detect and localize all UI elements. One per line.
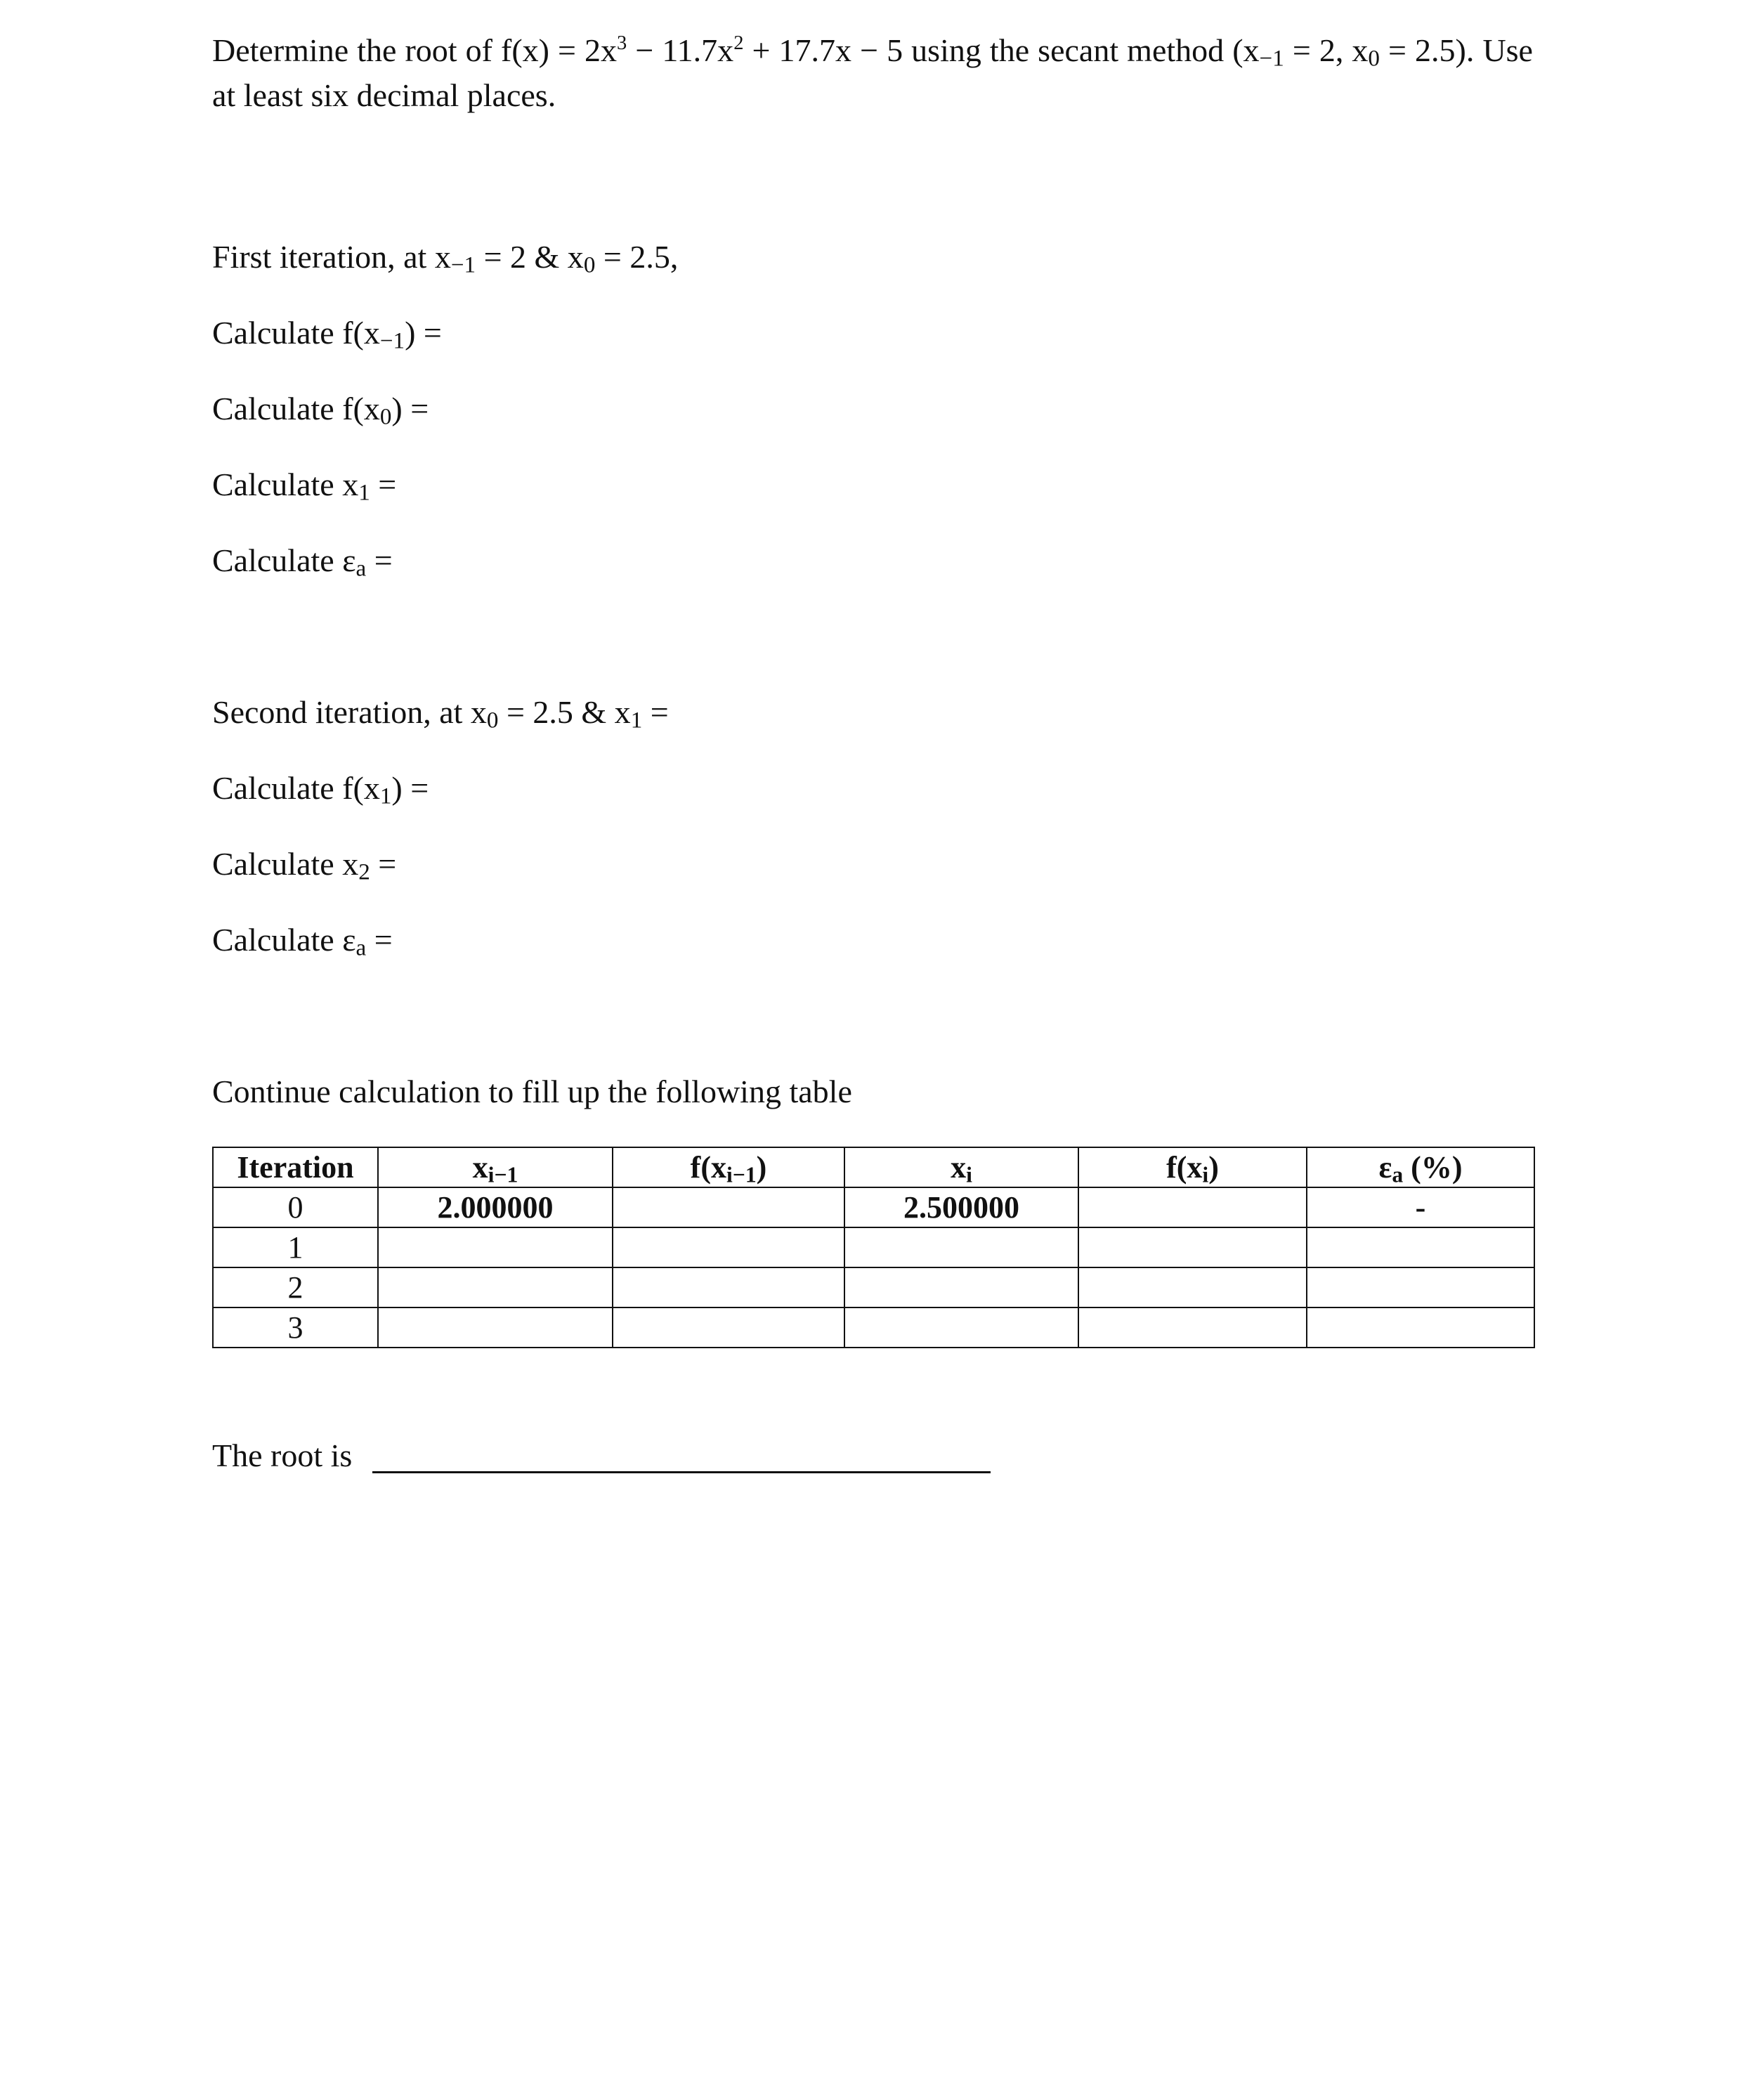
first-iteration-heading: First iteration, at $x_{-1} = 2$ & $x_0 = 2.5$, (212, 239, 679, 278)
cell-x-i[interactable] (844, 1307, 1078, 1348)
cell-x-i[interactable]: 2.500000 (844, 1187, 1078, 1227)
cell-f-x-i-minus1[interactable] (613, 1227, 844, 1267)
table-header-row (213, 1147, 1534, 1187)
cell-x-i-minus1[interactable]: 2.000000 (378, 1187, 613, 1227)
header-ea-percent: $\varepsilon_a$ (%) (1307, 1147, 1534, 1187)
header-f-x-i-minus1: $f(x_{i-1})$ (613, 1147, 844, 1187)
second-iteration-heading: Second iteration, at $x_0 = 2.5$ & $x_1$ = (212, 694, 669, 733)
cell-x-i-minus1[interactable] (378, 1267, 613, 1307)
calc-x1: Calculate $x_1$ = (212, 467, 397, 506)
table-row (213, 1267, 1534, 1307)
problem-statement: Determine the root of $f(x) = 2x^3 - 11.7x^2 + 17.7x - 5$ using the secant method ($x_{-1} = 2$, $x_0 = 2.5$). Use at least six decimal places. (212, 32, 1533, 113)
cell-ea[interactable]: - (1307, 1187, 1534, 1227)
cell-iteration: 0 (213, 1187, 378, 1227)
cell-x-i[interactable] (844, 1267, 1078, 1307)
calc-ea-second: Calculate $\varepsilon_a$ = (212, 922, 393, 961)
header-x-i: $x_i$ (844, 1147, 1078, 1187)
header-iteration: Iteration (213, 1147, 378, 1187)
cell-iteration: 2 (213, 1267, 378, 1307)
cell-f-x-i-minus1[interactable] (613, 1307, 844, 1348)
root-answer-blank[interactable] (372, 1471, 991, 1473)
table-row (213, 1187, 1534, 1227)
cell-iteration: 3 (213, 1307, 378, 1348)
cell-f-x-i[interactable] (1078, 1267, 1307, 1307)
calc-ea-first: Calculate $\varepsilon_a$ = (212, 542, 393, 582)
root-label: The root is (212, 1437, 353, 1473)
results-table (212, 1147, 1535, 1348)
cell-f-x-i[interactable] (1078, 1227, 1307, 1267)
cell-ea[interactable] (1307, 1307, 1534, 1348)
calc-f-x0: Calculate $f(x_0)$ = (212, 391, 429, 430)
cell-x-i[interactable] (844, 1227, 1078, 1267)
cell-ea[interactable] (1307, 1227, 1534, 1267)
table-row (213, 1227, 1534, 1267)
cell-x-i-minus1[interactable] (378, 1227, 613, 1267)
header-x-i-minus1: $x_{i-1}$ (378, 1147, 613, 1187)
continue-instruction: Continue calculation to fill up the following table (212, 1074, 852, 1109)
cell-ea[interactable] (1307, 1267, 1534, 1307)
calc-x2: Calculate $x_2$ = (212, 846, 397, 885)
cell-f-x-i-minus1[interactable] (613, 1267, 844, 1307)
cell-x-i-minus1[interactable] (378, 1307, 613, 1348)
cell-f-x-i[interactable] (1078, 1307, 1307, 1348)
cell-f-x-i-minus1[interactable] (613, 1187, 844, 1227)
calc-f-x-minus1: Calculate $f(x_{-1})$ = (212, 315, 442, 354)
table-row (213, 1307, 1534, 1348)
cell-iteration: 1 (213, 1227, 378, 1267)
cell-f-x-i[interactable] (1078, 1187, 1307, 1227)
header-f-x-i: $f(x_i)$ (1078, 1147, 1307, 1187)
calc-f-x1: Calculate $f(x_1)$ = (212, 770, 429, 809)
